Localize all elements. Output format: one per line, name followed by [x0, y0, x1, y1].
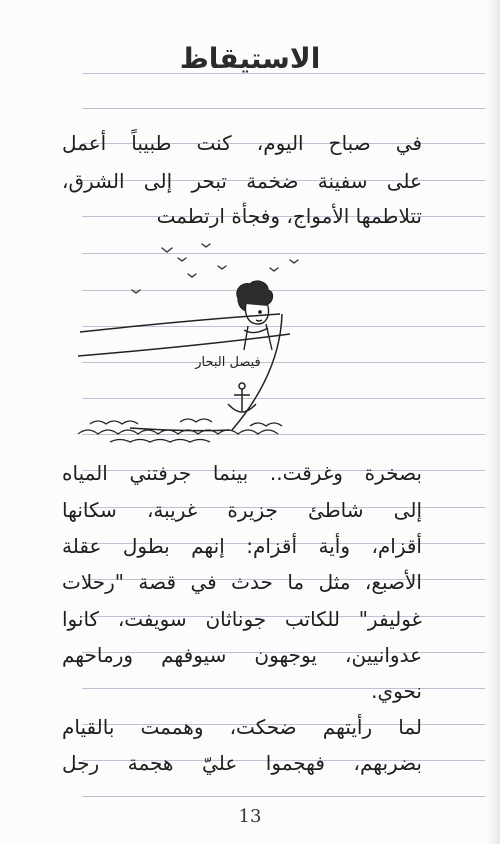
bird-icon: [218, 266, 226, 269]
text-line: بصخرة وغرقت.. بينما جرفتني المياه: [62, 461, 422, 485]
text-line: إلى شاطئ جزيرة غريبة، سكانها: [62, 498, 422, 522]
text-line: الأصبع، مثل ما حدث في قصة "رحلات: [62, 570, 422, 594]
text-line: غوليفر" للكاتب جوناثان سويفت، كانوا: [62, 607, 422, 631]
bird-icon: [132, 290, 140, 293]
text-line: أقزام، وأية أقزام: إنهم بطول عقلة: [62, 534, 422, 558]
text-line: نحوي.: [371, 679, 422, 703]
text-line: في صباح اليوم، كنت طبيباً أعمل: [62, 131, 422, 155]
text-line: على سفينة ضخمة تبحر إلى الشرق،: [62, 169, 422, 193]
bird-icon: [202, 244, 210, 247]
boat-label: فيصل البحار: [195, 355, 261, 370]
text-line: بضربهم، فهجموا عليّ هجمة رجل: [62, 751, 422, 775]
bird-icon: [290, 260, 298, 263]
page-edge-shadow: [486, 0, 500, 844]
ruled-line: [82, 108, 485, 109]
bird-icon: [270, 268, 278, 271]
text-line: لما رأيتهم ضحكت، وهممت بالقيام: [62, 715, 422, 739]
anchor-icon: [228, 383, 256, 412]
chapter-title: الاستيقاظ: [179, 42, 321, 75]
bird-icon: [162, 248, 172, 252]
page-number: 13: [238, 806, 262, 827]
boat-illustration: [70, 238, 300, 450]
text-line: تتلاطمها الأمواج، وفجأة ارتطمت: [156, 204, 422, 228]
bird-icon: [188, 274, 196, 277]
ruled-line: [82, 796, 485, 797]
text-line: عدوانيين، يوجهون سيوفهم ورماحهم: [62, 643, 422, 667]
bird-icon: [178, 258, 186, 261]
